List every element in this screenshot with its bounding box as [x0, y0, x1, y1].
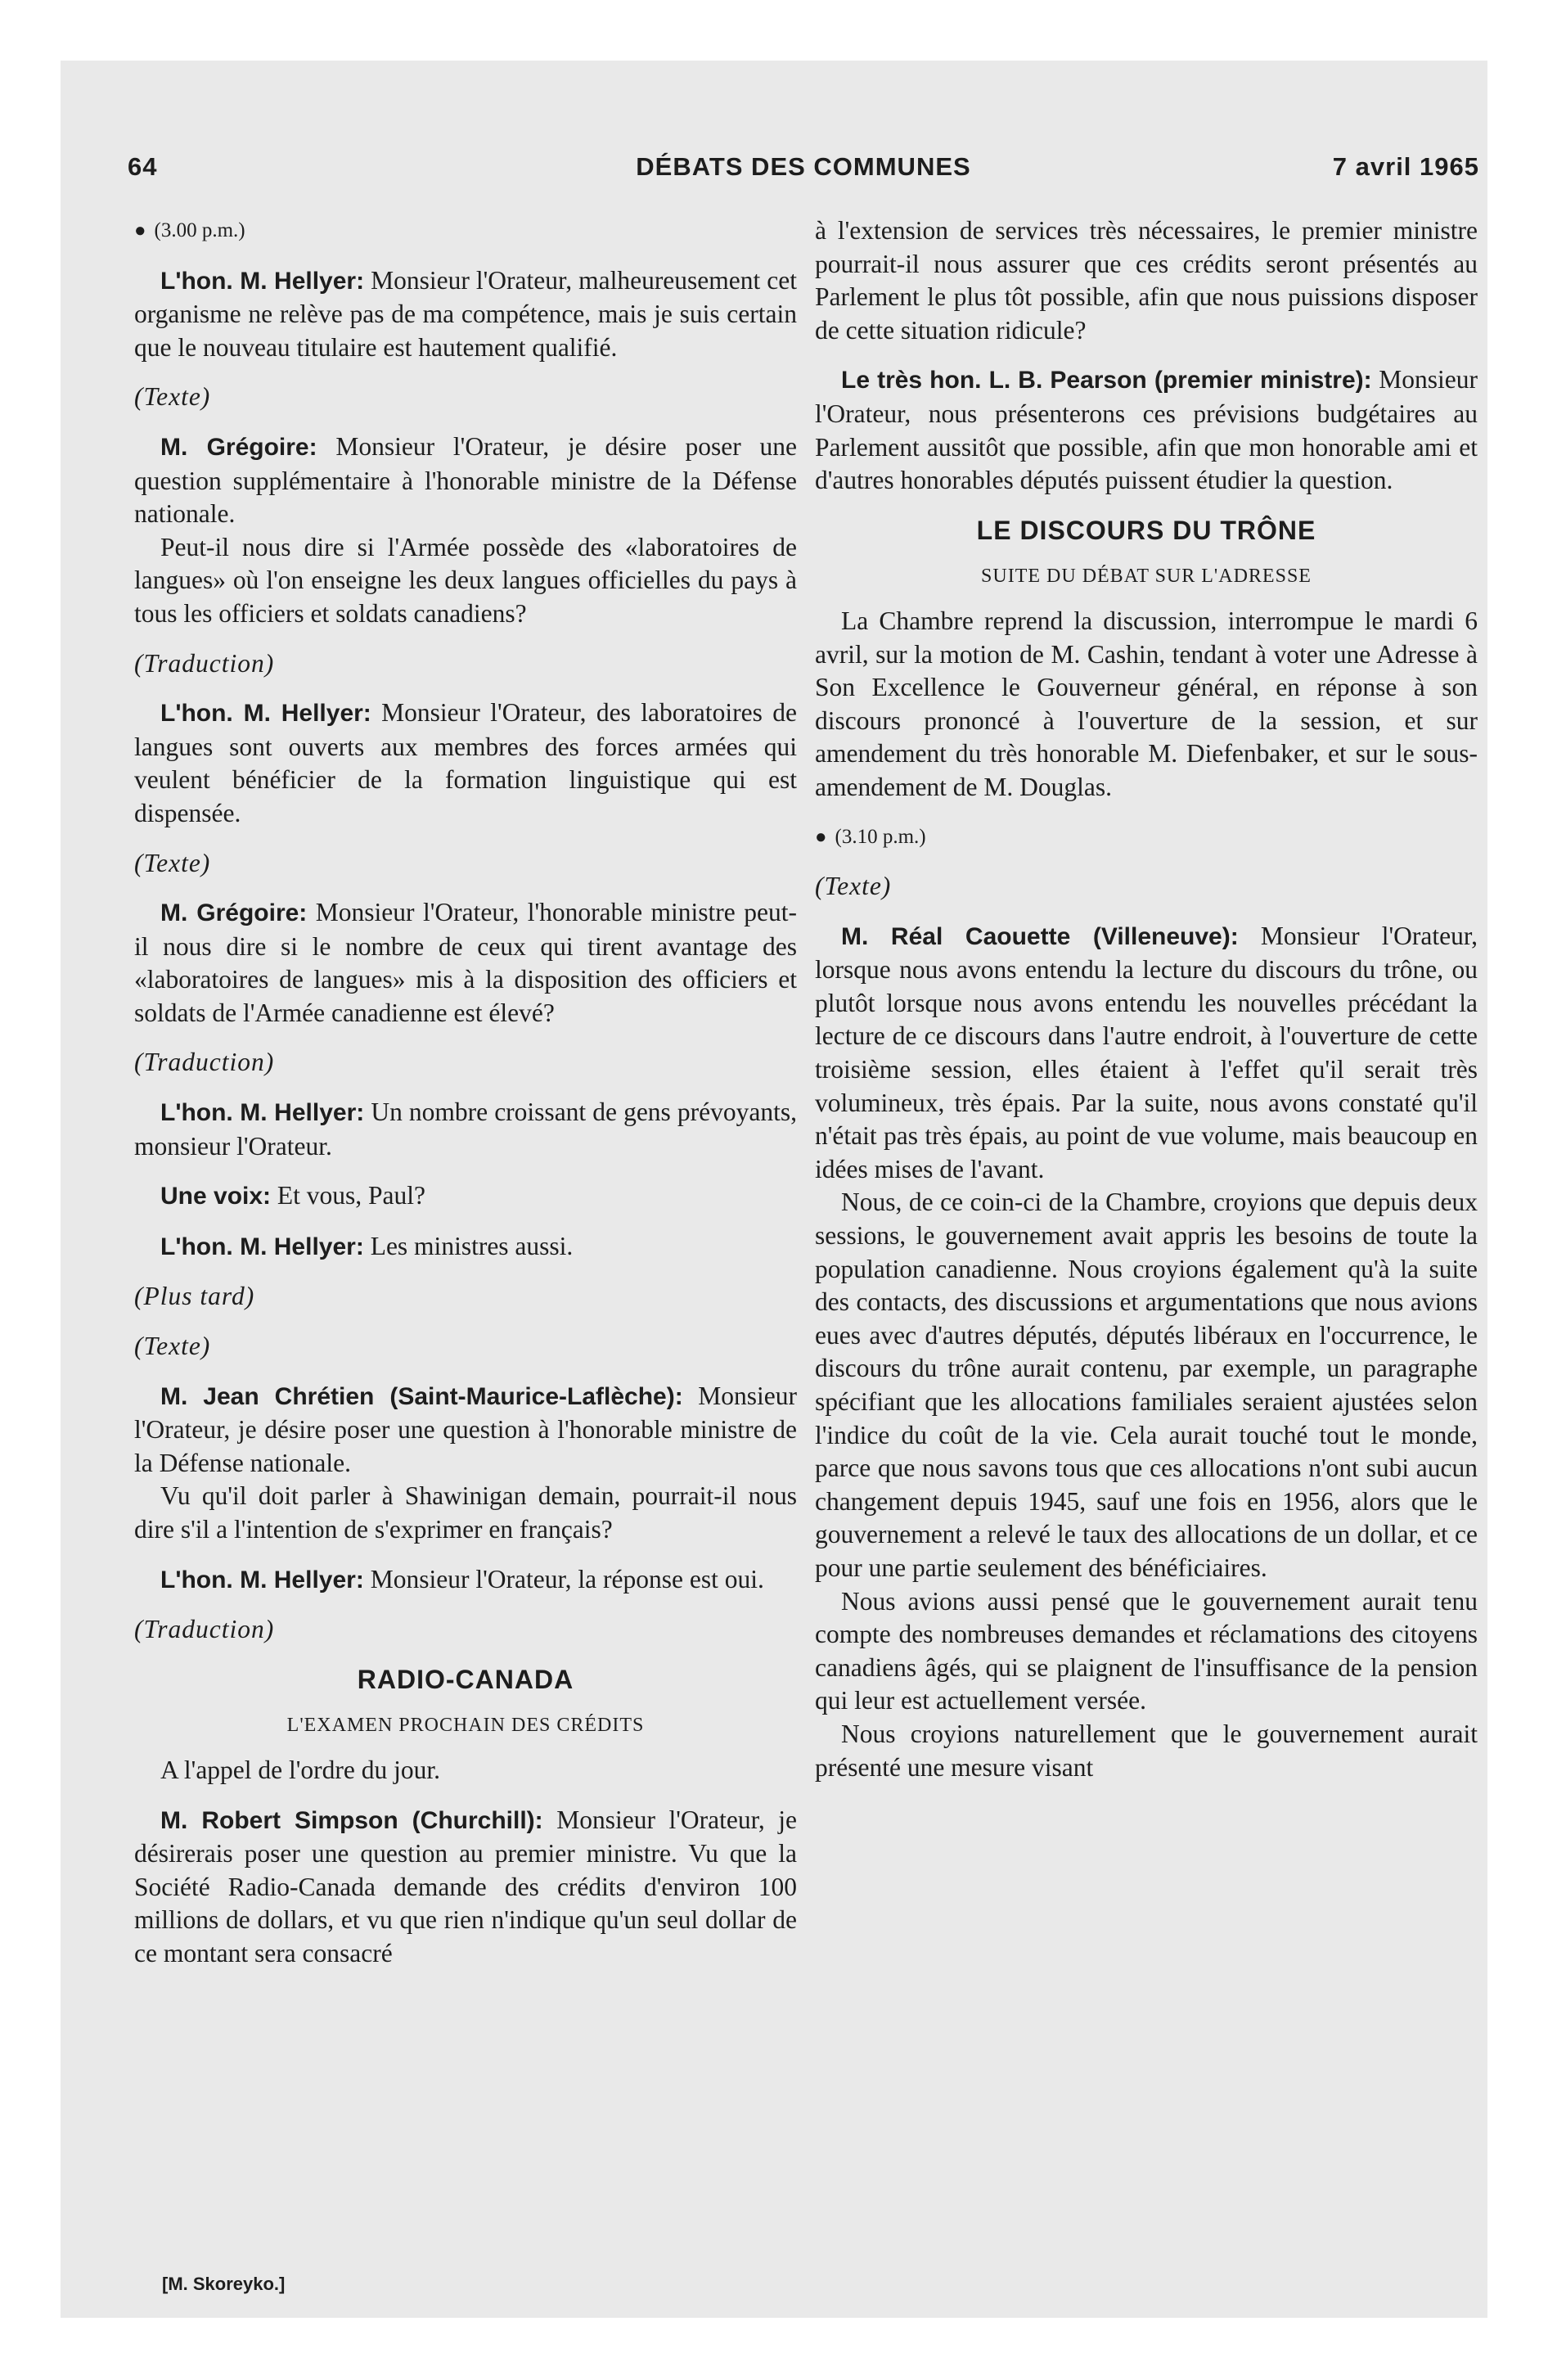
language-marker: (Traduction) — [134, 648, 275, 678]
time-text: (3.10 p.m.) — [835, 825, 926, 848]
continuation-paragraph: Peut-il nous dire si l'Armée possède des «laboratoires de langues» où l'on enseigne les deux langues officielles du pays à tous les officiers et soldats canadiens? — [134, 532, 797, 628]
speech-paragraph — [134, 896, 797, 1030]
speaker-name: L'hon. M. Hellyer: — [160, 1566, 364, 1593]
speech-text: Monsieur l'Orateur, je désirerais poser une question au premier ministre. Vu que la Société Radio-Canada demande des crédits d'environ 100 millions de dollars, et vu que rien n'indique qu'un seul dollar de ce montant sera consacré — [134, 1805, 797, 1968]
publication-title: DÉBATS DES COMMUNES — [636, 152, 971, 181]
speech-text: Monsieur l'Orateur, je désire poser une question à l'honorable ministre de la Défense nationale. — [134, 1381, 797, 1477]
speech-text: Monsieur l'Orateur, l'honorable ministre peut-il nous dire si le nombre de ceux qui tirent avantage des «laboratoires de langues» mis à la disposition des officiers et soldats de l'Armée canadienne est élevé? — [134, 898, 797, 1027]
speech-text: Monsieur l'Orateur, lorsque nous avons entendu la lecture du discours du trône, ou plutôt lorsque nous avons entendu les nouvelles précédant la lecture de ce discours dans l'autre endroit, à l'ouverture de cette troisième session, elles étaient à l'effet qu'il serait très volumineux, très épais. Par la suite, nous avons constaté qu'il n'était pas très épais, au point de vue volume, mais beaucoup en idées mises de l'avant. — [815, 921, 1478, 1183]
speech-paragraph — [815, 363, 1478, 497]
speech-paragraph — [134, 1380, 797, 1481]
language-marker: (Texte) — [134, 1332, 211, 1361]
speaker-name: M. Grégoire: — [160, 899, 308, 927]
speech-paragraph — [134, 264, 797, 365]
speaker-name: L'hon. M. Hellyer: — [160, 267, 365, 295]
text-paragraph: La Chambre reprend la discussion, interrompue le mardi 6 avril, sur la motion de M. Cashin, tendant à voter une Adresse à Son Excellence le Gouverneur général, en réponse à son discours prononcé à l'ouverture de la session, et sur amendement du très honorable M. Diefenbaker, et sur le sous-amendement de M. Douglas. — [815, 606, 1478, 801]
language-marker: (Traduction) — [134, 1048, 275, 1077]
speech-paragraph — [134, 1096, 797, 1163]
subsection-heading: SUITE DU DÉBAT SUR L'ADRESSE — [981, 566, 1312, 588]
speech-text: Monsieur l'Orateur, malheureusement cet organisme ne relève pas de ma compétence, mais je suis certain que le nouveau titulaire est hautement qualifié. — [134, 265, 797, 362]
text-paragraph: A l'appel de l'ordre du jour. — [160, 1755, 441, 1784]
speaker-name: Une voix: — [160, 1183, 272, 1210]
language-marker: (Texte) — [134, 382, 211, 412]
speech-text: Monsieur l'Orateur, je désire poser une question supplémentaire à l'honorable ministre de la Défense nationale. — [134, 431, 797, 529]
speaker-name: M. Grégoire: — [160, 433, 317, 461]
continuation-paragraph: Vu qu'il doit parler à Shawinigan demain, pourrait-il nous dire s'il a l'intention de s'exprimer en français? — [134, 1481, 797, 1544]
speech-text: Un nombre croissant de gens prévoyants, monsieur l'Orateur. — [134, 1098, 797, 1161]
time-marker — [134, 214, 797, 248]
right-column — [815, 214, 1478, 1801]
speech-text: Les ministres aussi. — [363, 1231, 574, 1260]
continuation-paragraph: Nous avions aussi pensé que le gouvernement aurait tenu compte des nombreuses demandes et réclamations des citoyens canadiens âgés, qui se plaignent de l'insuffisance de la pension qui leur est actuellement versée. — [815, 1586, 1478, 1715]
section-heading: LE DISCOURS DU TRÔNE — [976, 515, 1316, 545]
text-paragraph: à l'extension de services très nécessaires, le premier ministre pourrait-il nous assurer que ces crédits seront présentés au Parlement le plus tôt possible, afin que nous puissions disposer de cette situation ridicule? — [815, 216, 1478, 345]
speaker-name: L'hon. M. Hellyer: — [160, 700, 371, 728]
section-heading: RADIO-CANADA — [357, 1664, 574, 1694]
continuation-paragraph: Nous, de ce coin-ci de la Chambre, croyions que depuis deux sessions, le gouvernement avait appris les besoins de toute la population canadienne. Nous croyions également qu'à la suite des contacts, des discussions et argumentations que nous avions eues avec d'autres députés, députés libéraux en l'occurrence, le discours du trône aurait contenu, par exemple, un paragraphe spécifiant que les allocations familiales seraient ajustées selon l'indice du coût de la vie. Cela aurait touché tout le monde, parce que nous savons tous que ces allocations n'ont subi aucun changement depuis 1945, sauf une fois en 1956, alors que le gouvernement a relevé le taux des allocations de un dollar, et ce pour une partie seulement des bénéficiaires. — [815, 1188, 1478, 1582]
footer-speaker-note: [M. Skoreyko.] — [162, 2274, 286, 2294]
issue-date: 7 avril 1965 — [1332, 152, 1479, 181]
speaker-name: M. Robert Simpson (Churchill): — [160, 1806, 543, 1834]
language-marker: (Plus tard) — [134, 1282, 255, 1311]
speaker-name: L'hon. M. Hellyer: — [160, 1099, 365, 1127]
language-marker: (Traduction) — [134, 1615, 275, 1644]
subsection-heading: L'EXAMEN PROCHAIN DES CRÉDITS — [286, 1715, 645, 1737]
language-marker: (Texte) — [815, 872, 892, 901]
speech-text: Et vous, Paul? — [271, 1181, 426, 1210]
time-marker — [815, 821, 1478, 854]
speech-paragraph — [134, 430, 797, 531]
speech-text: Monsieur l'Orateur, des laboratoires de langues sont ouverts aux membres des forces armées qui veulent bénéficier de la formation linguistique qui est dispensée. — [134, 698, 797, 827]
speech-paragraph — [134, 696, 797, 830]
speech-text: Monsieur l'Orateur, nous présenterons ces prévisions budgétaires au Parlement aussitôt que possible, afin que mon honorable ami et d'autres honorables députés puissent étudier la question. — [815, 365, 1478, 495]
speaker-name: L'hon. M. Hellyer: — [160, 1233, 364, 1260]
bullet-icon: ● — [134, 220, 146, 241]
left-column — [134, 214, 797, 1987]
speaker-name: Le très hon. L. B. Pearson (premier ministre): — [841, 367, 1372, 394]
bullet-icon: ● — [815, 826, 827, 848]
speech-paragraph — [815, 920, 1478, 1187]
speech-paragraph — [134, 1179, 797, 1214]
language-marker: (Texte) — [134, 848, 211, 877]
continuation-paragraph: Nous croyions naturellement que le gouvernement aurait présenté une mesure visant — [815, 1719, 1478, 1782]
speech-paragraph — [134, 1804, 797, 1971]
page-header — [128, 152, 1479, 192]
speaker-name: M. Réal Caouette (Villeneuve): — [841, 922, 1239, 950]
speaker-name: M. Jean Chrétien (Saint-Maurice-Laflèche): — [160, 1382, 683, 1410]
time-text: (3.00 p.m.) — [154, 219, 245, 241]
speech-paragraph — [134, 1563, 797, 1598]
speech-paragraph — [134, 1230, 797, 1264]
page-number: 64 — [128, 152, 158, 181]
speech-text: Monsieur l'Orateur, la réponse est oui. — [363, 1564, 764, 1593]
